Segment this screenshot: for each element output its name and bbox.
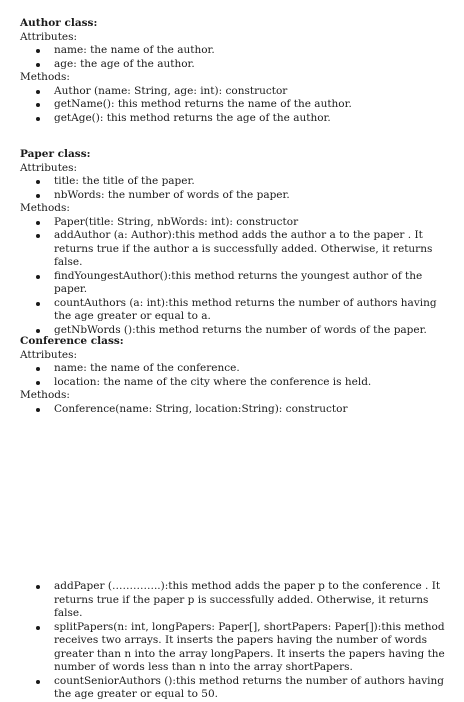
list-item: getNbWords ():this method returns the number of words of the paper.	[20, 324, 450, 338]
conference-class-title: Conference class:	[20, 335, 124, 347]
author-class-section	[20, 17, 450, 125]
paper-class-section	[20, 148, 450, 337]
paper-attributes-list	[20, 175, 450, 202]
list-item: addPaper (…………..):this method adds the paper p to the conference . It returns true if the paper p is successfully added. Otherwise, it returns false.	[20, 580, 450, 621]
list-item: findYoungestAuthor():this method returns the youngest author of the paper.	[20, 270, 450, 297]
list-item: location: the name of the city where the conference is held.	[20, 376, 450, 390]
conference-methods-label: Methods:	[20, 389, 70, 401]
paper-methods-list	[20, 216, 450, 338]
author-methods-label: Methods:	[20, 71, 70, 83]
list-item: nbWords: the number of words of the paper.	[20, 189, 450, 203]
list-item: getName(): this method returns the name of the author.	[20, 98, 450, 112]
paper-class-title: Paper class:	[20, 148, 91, 160]
conference-more-methods-section	[20, 580, 450, 702]
conference-class-section	[20, 335, 450, 416]
list-item: age: the age of the author.	[20, 58, 450, 72]
list-item: addAuthor (a: Author):this method adds the author a to the paper . It returns true if the author a is successfully added. Otherwise, it returns false.	[20, 229, 450, 270]
list-item: title: the title of the paper.	[20, 175, 450, 189]
list-item: name: the name of the conference.	[20, 362, 450, 376]
list-item: countAuthors (a: int):this method returns the number of authors having the age greater or equal to a.	[20, 297, 450, 324]
conference-attributes-label: Attributes:	[20, 348, 78, 361]
paper-methods-label: Methods:	[20, 202, 70, 214]
list-item: getAge(): this method returns the age of the author.	[20, 112, 450, 126]
list-item: countSeniorAuthors ():this method returns the number of authors having the age greater or equal to 50.	[20, 675, 450, 702]
author-methods-list	[20, 85, 450, 126]
author-attributes-label: Attributes:	[20, 30, 78, 43]
conference-attributes-list	[20, 362, 450, 389]
conference-more-methods-list	[20, 580, 450, 702]
list-item: Author (name: String, age: int): constructor	[20, 85, 450, 99]
list-item: Conference(name: String, location:String): constructor	[20, 403, 450, 417]
conference-methods-list	[20, 403, 450, 417]
author-class-title: Author class:	[20, 17, 98, 29]
list-item: Paper(title: String, nbWords: int): constructor	[20, 216, 450, 230]
list-item: name: the name of the author.	[20, 44, 450, 58]
list-item: splitPapers(n: int, longPapers: Paper[], shortPapers: Paper[]):this method receives two arrays. It inserts the papers having the number of words greater than n into the array longPapers. It inserts the papers having the number of words less than n into the array shortPapers.	[20, 621, 450, 675]
author-attributes-list	[20, 44, 450, 71]
paper-attributes-label: Attributes:	[20, 161, 78, 174]
